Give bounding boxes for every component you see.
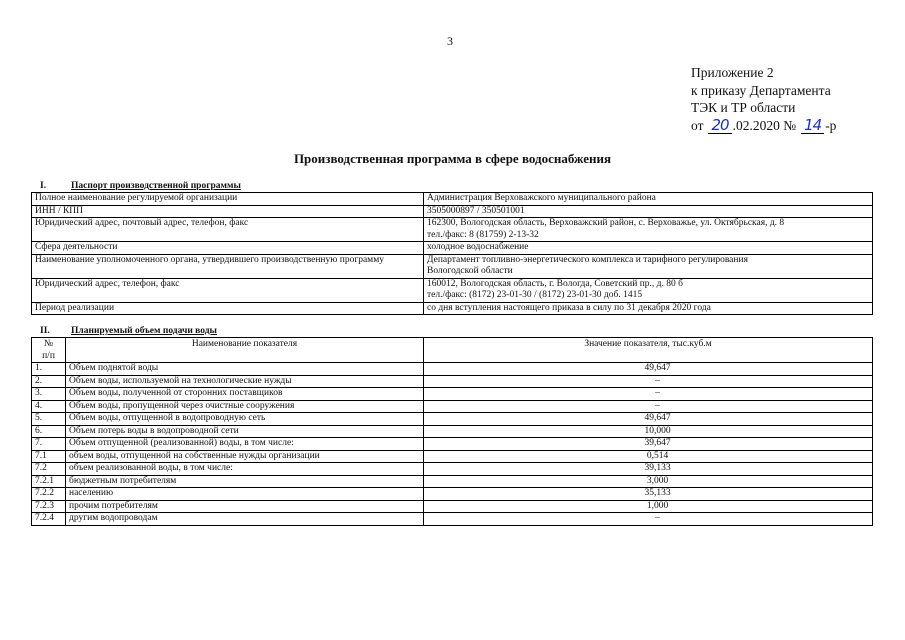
section-1-heading [40,181,241,192]
row-indicator: Объем отпущенной (реализованной) воды, в том числе: [66,438,424,451]
row-value: – [424,375,873,388]
row-number: 5. [32,413,66,426]
table-row [32,425,873,438]
row-value: 39,647 [424,438,873,451]
section-2-number: II. [40,326,50,336]
column-header-value: Значение показателя, тыс.куб.м [424,338,873,363]
table-row [32,500,873,513]
row-indicator: прочим потребителям [66,500,424,513]
row-number: 7. [32,438,66,451]
row-indicator: населению [66,488,424,501]
row-number: 7.2.2 [32,488,66,501]
column-header-indicator: Наименование показателя [66,338,424,363]
row-indicator: Объем воды, используемой на технологические нужды [66,375,424,388]
passport-row [32,254,873,278]
row-number: 3. [32,388,66,401]
passport-value-line: 160012, Вологодская область, г. Вологда, Советский пр., д. 80 б [427,278,683,289]
passport-value-line: холодное водоснабжение [427,242,529,252]
section-1-number: I. [40,181,47,191]
table-row [32,463,873,476]
passport-row [32,205,873,218]
passport-value [424,278,873,302]
section-2-title: Планируемый объем подачи воды [71,326,217,336]
row-number: 7.2 [32,463,66,476]
passport-label: Полное наименование регулируемой организации [32,193,424,206]
water-supply-table [31,337,873,526]
row-value: 39,133 [424,463,873,476]
document-title: Производственная программа в сфере водоснабжения [293,151,612,166]
row-value: 49,647 [424,413,873,426]
passport-row [32,218,873,242]
row-value: 10,000 [424,425,873,438]
passport-table [31,192,873,315]
passport-label: Период реализации [32,302,424,315]
row-indicator: объем воды, отпущенной на собственные нужды организации [66,450,424,463]
passport-value [424,254,873,278]
row-value: 49,647 [424,363,873,376]
passport-value-line: Вологодской области [427,266,513,276]
appendix-order-reference: к приказу Департамента [691,82,831,98]
section-2-heading [40,326,217,337]
passport-row [32,193,873,206]
table-row [32,400,873,413]
row-value: 3,000 [424,475,873,488]
passport-value [424,205,873,218]
row-number: 1. [32,363,66,376]
page-number: 3 [447,34,453,48]
table-row [32,413,873,426]
row-number: 2. [32,375,66,388]
table-header-row [32,338,873,363]
table-row [32,475,873,488]
passport-value-line: Администрация Верховажского муниципального района [427,193,656,203]
passport-row [32,302,873,315]
row-indicator: Объем воды, отпущенной в водопроводную сеть [66,413,424,426]
handwritten-date-day: 20 [708,118,731,134]
table-row [32,375,873,388]
row-number: 7.2.4 [32,513,66,526]
row-value: 1,000 [424,500,873,513]
section-1-title: Паспорт производственной программы [71,181,241,191]
row-indicator: Объем воды, полученной от сторонних поставщиков [66,388,424,401]
passport-row [32,242,873,255]
table-row [32,513,873,526]
passport-value [424,302,873,315]
row-value: 0,514 [424,450,873,463]
row-indicator: бюджетным потребителям [66,475,424,488]
row-indicator: Объем поднятой воды [66,363,424,376]
order-suffix: -р [825,117,837,133]
passport-label: Юридический адрес, почтовый адрес, телефон, факс [32,218,424,242]
appendix-date-line [691,117,836,135]
passport-label: Юридический адрес, телефон, факс [32,278,424,302]
passport-value-line: со дня вступления настоящего приказа в силу по 31 декабря 2020 года [427,302,711,313]
row-number: 7.2.3 [32,500,66,513]
passport-value-line: тел./факс: 8 (81759) 2-13-32 [427,229,539,240]
column-header-number [32,338,66,363]
passport-label: ИНН / КПП [32,205,424,218]
passport-value [424,193,873,206]
table-row [32,388,873,401]
row-value: – [424,400,873,413]
row-value: – [424,388,873,401]
row-number: 7.1 [32,450,66,463]
appendix-title: Приложение 2 [691,65,774,80]
passport-value-line: тел./факс: (8172) 23-01-30 / (8172) 23-01-30 доб. 1415 [427,290,643,300]
passport-label: Сфера деятельности [32,242,424,255]
passport-value [424,218,873,242]
row-indicator: Объем потерь воды в водопроводной сети [66,425,424,438]
column-header-number-line: № [43,339,54,349]
row-value: 35,133 [424,488,873,501]
passport-value-line: Департамент топливно-энергетического комплекса и тарифного регулирования [427,254,748,265]
appendix-block [691,64,836,134]
appendix-department: ТЭК и ТР области [691,100,796,115]
row-value: – [424,513,873,526]
table-row [32,488,873,501]
passport-row [32,278,873,302]
date-rest: .02.2020 № [732,117,797,133]
passport-label: Наименование уполномоченного органа, утвердившего производственную программу [32,254,424,278]
row-number: 7.2.1 [32,475,66,488]
date-prefix: от [691,117,704,133]
row-indicator: другим водопроводам [66,513,424,526]
passport-value [424,242,873,255]
table-row [32,438,873,451]
row-indicator: объем реализованной воды, в том числе: [66,463,424,476]
column-header-number-line: п/п [42,350,55,361]
row-number: 4. [32,400,66,413]
passport-value-line: 162300, Вологодская область, Верховажский район, с. Верховажье, ул. Октябрьская, д. 8 [427,218,785,228]
handwritten-order-number: 14 [801,118,824,134]
row-number: 6. [32,425,66,438]
passport-value-line: 3505000897 / 350501001 [427,205,525,216]
row-indicator: Объем воды, пропущенной через очистные сооружения [66,400,424,413]
table-row [32,450,873,463]
table-row [32,363,873,376]
